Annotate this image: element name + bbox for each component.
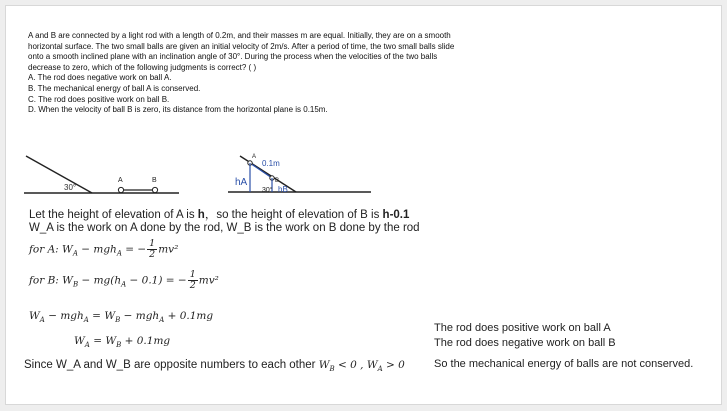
ball-a-label: A bbox=[118, 177, 123, 184]
height-a-symbol: h bbox=[197, 209, 205, 221]
solution-line-2: W_A is the work on A done by the rod, W_B is the work on B done by the rod bbox=[29, 222, 420, 234]
ball-b bbox=[152, 187, 157, 192]
eq-text: > 0 bbox=[382, 359, 405, 371]
ball-b-label: B bbox=[152, 177, 157, 184]
equation-result bbox=[74, 335, 170, 349]
eq-text: < 0 , W bbox=[334, 359, 378, 371]
eq-text: − 0.1) = − bbox=[126, 274, 187, 287]
eq-text: W bbox=[74, 335, 85, 347]
subscript: B bbox=[115, 316, 121, 325]
eq-text: − mgh bbox=[77, 243, 117, 256]
conclusion-negative-work: The rod does negative work on ball B bbox=[434, 337, 616, 349]
equation-b bbox=[29, 270, 219, 291]
figure-incline-state bbox=[226, 152, 376, 198]
fraction-den: 2 bbox=[189, 280, 196, 291]
eq-text: − mgh bbox=[120, 310, 160, 322]
ball-a bbox=[118, 187, 123, 192]
subscript: B bbox=[329, 365, 335, 374]
fraction-den: 2 bbox=[149, 249, 156, 260]
eq-text: = W bbox=[88, 310, 116, 322]
subscript: B bbox=[116, 341, 122, 350]
solution-last-line bbox=[24, 359, 405, 373]
solution-text: ，so the height of elevation of B is bbox=[204, 209, 383, 221]
solution-line-1 bbox=[29, 206, 409, 222]
ball-b-label: B bbox=[275, 178, 280, 184]
problem-text bbox=[28, 31, 468, 116]
subscript: A bbox=[83, 316, 89, 325]
subscript: A bbox=[377, 365, 383, 374]
eq-text: = W bbox=[89, 335, 117, 347]
angle-label: 30° bbox=[262, 187, 273, 194]
subscript: A bbox=[72, 249, 78, 258]
option-b: B. The mechanical energy of ball A is conserved. bbox=[28, 83, 201, 93]
option-d: D. When the velocity of ball B is zero, its distance from the horizontal plane is 0.15m. bbox=[28, 105, 328, 115]
incline-line bbox=[26, 156, 92, 193]
eq-text: mv² bbox=[198, 274, 219, 287]
height-b-expression: h-0.1 bbox=[382, 209, 410, 221]
angle-label: 30° bbox=[64, 183, 77, 192]
height-b-label: hB bbox=[278, 185, 288, 194]
option-c: C. The rod does positive work on ball B. bbox=[28, 94, 170, 104]
solution-text: Let the height of elevation of A is bbox=[29, 209, 198, 221]
fraction bbox=[147, 239, 157, 260]
inequality bbox=[318, 359, 405, 374]
top-ball-label: A bbox=[252, 154, 257, 160]
rod-length-label: 0.1m bbox=[262, 159, 280, 168]
fraction-num: 1 bbox=[189, 269, 196, 280]
subscript: A bbox=[159, 316, 165, 325]
height-a-label: hA bbox=[235, 177, 248, 188]
eq-text: − mg(h bbox=[78, 274, 122, 287]
eq-text: + 0.1mg bbox=[164, 310, 214, 322]
subscript: A bbox=[116, 249, 122, 258]
subscript: A bbox=[121, 280, 127, 289]
subscript: B bbox=[72, 280, 79, 289]
equation-a bbox=[29, 239, 178, 260]
fraction-num: 1 bbox=[149, 238, 156, 249]
eq-text: + 0.1mg bbox=[121, 335, 171, 347]
subscript: A bbox=[84, 341, 90, 350]
eq-text: = − bbox=[121, 243, 147, 256]
option-a: A. The rod does negative work on ball A. bbox=[28, 73, 172, 83]
figure-initial-state bbox=[24, 148, 184, 200]
conclusion-positive-work: The rod does positive work on ball A bbox=[434, 322, 611, 334]
document-page bbox=[5, 5, 722, 405]
subscript: A bbox=[39, 316, 45, 325]
eq-text: W bbox=[318, 359, 330, 371]
eq-text: for B: W bbox=[29, 274, 73, 287]
eq-text: W bbox=[29, 310, 40, 322]
equation-combined bbox=[29, 310, 213, 324]
problem-statement: A and B are connected by a light rod with a length of 0.2m, and their masses m are equal. Initially, they are on a smooth horizontal surface. The two small balls are given an initial velocity of 2m/s. After a period of time, the two small balls slide onto a smooth inclined plane with an inclination angle of 30°. During the process when the velocities of the two balls decrease to zero, which of the following judgments is correct? ( ) bbox=[28, 31, 455, 72]
eq-text: − mgh bbox=[44, 310, 84, 322]
conclusion-energy: So the mechanical energy of balls are not conserved. bbox=[434, 358, 694, 370]
fraction bbox=[188, 270, 198, 291]
eq-text: mv² bbox=[158, 243, 179, 256]
eq-text: for A: W bbox=[29, 243, 73, 256]
solution-text: Since W_A and W_B are opposite numbers to each other bbox=[24, 359, 316, 371]
